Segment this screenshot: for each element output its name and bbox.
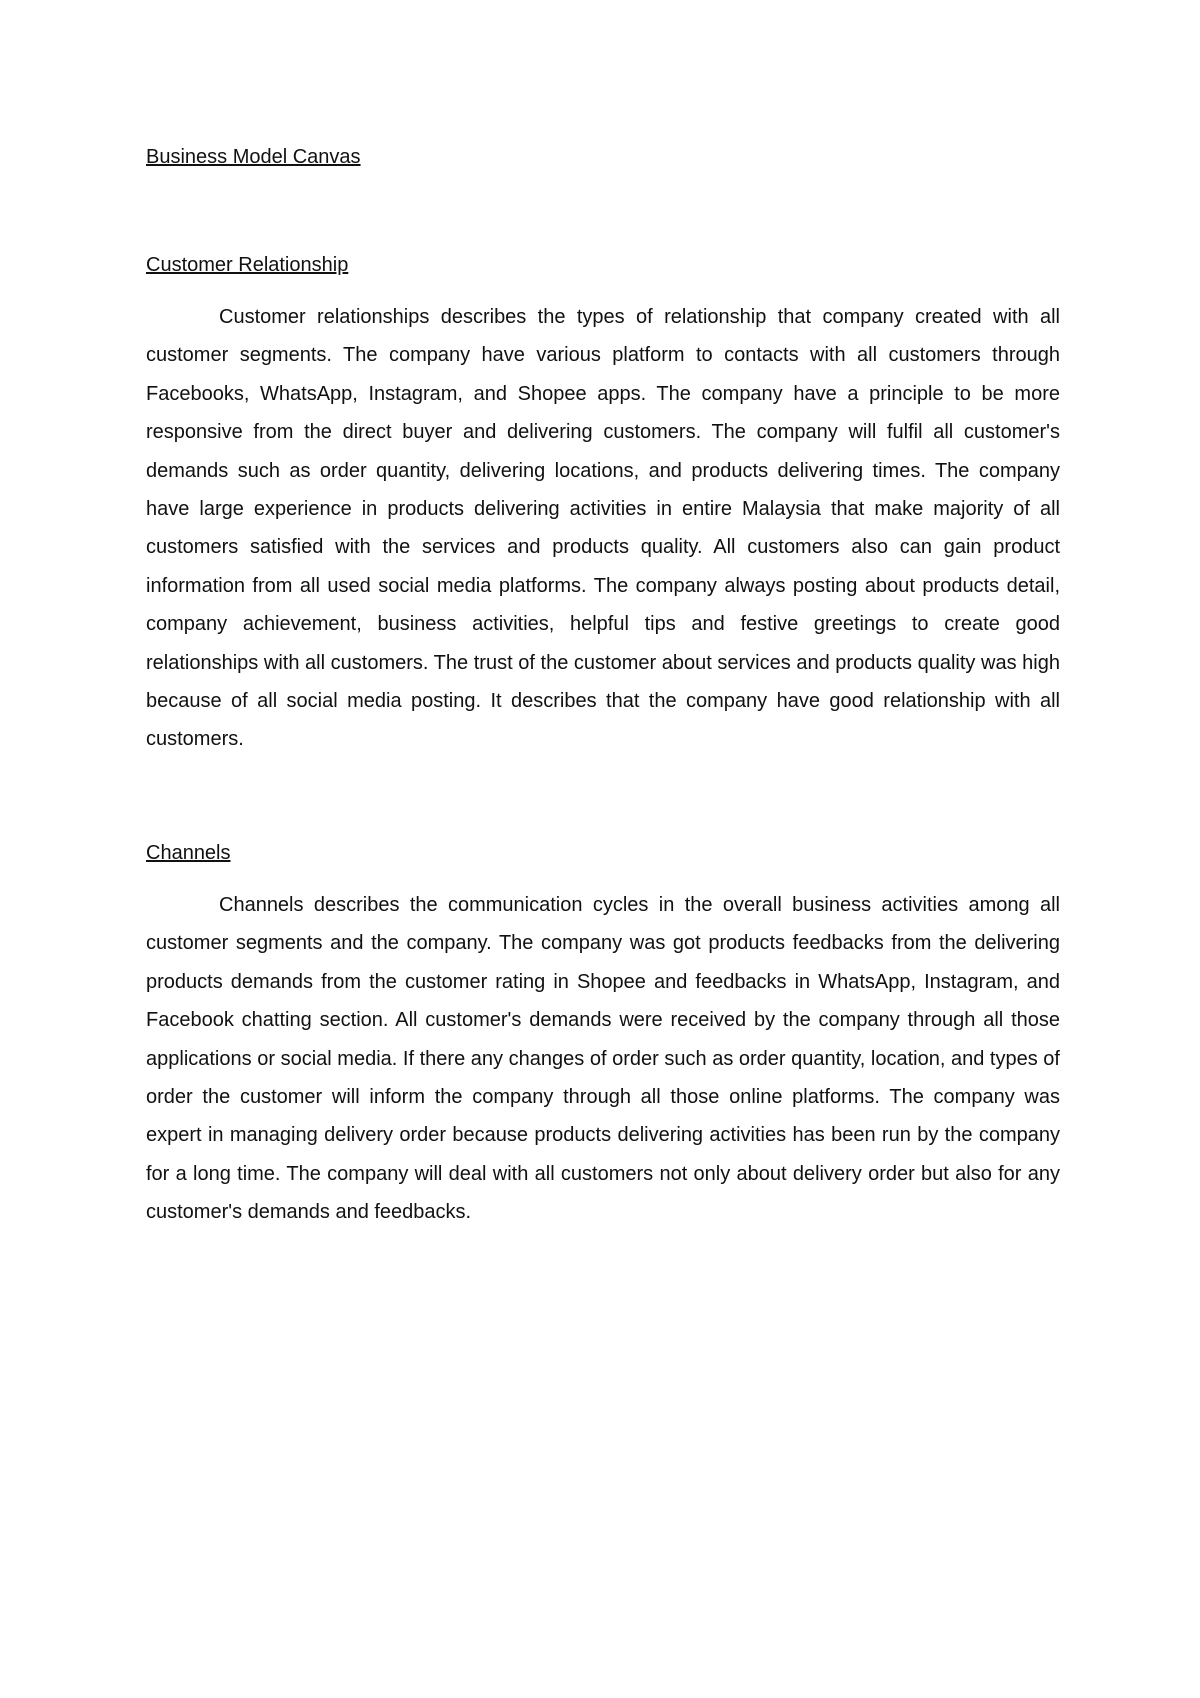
document-body <box>146 143 1060 1232</box>
document-title: Business Model Canvas <box>146 146 361 168</box>
section-paragraph: Channels describes the communication cycles in the overall business activities among all customer segments and the company. The company was got products feedbacks from the delivering products demands from the customer rating in Shopee and feedbacks in WhatsApp, Instagram, and Facebook chatting section. All customer's demands were received by the company through all those applications or social media. If there any changes of order such as order quantity, location, and types of order the customer will inform the company through all those online platforms. The company was expert in managing delivery order because products delivering activities has been run by the company for a long time. The company will deal with all customers not only about delivery order but also for any customer's demands and feedbacks. <box>146 893 1060 1224</box>
section-channels <box>146 839 1060 1232</box>
section-paragraph: Customer relationships describes the types of relationship that company created with all customer segments. The company have various platform to contacts with all customers through Facebooks, WhatsApp, Instagram, and Shopee apps. The company have a principle to be more responsive from the direct buyer and delivering customers. The company will fulfil all customer's demands such as order quantity, delivering locations, and products delivering times. The company have large experience in products delivering activities in entire Malaysia that make majority of all customers satisfied with the services and products quality. All customers also can gain product information from all used social media platforms. The company always posting about products detail, company achievement, business activities, helpful tips and festive greetings to create good relationships with all customers. The trust of the customer about services and products quality was high because of all social media posting. It describes that the company have good relationship with all customers. <box>146 306 1060 751</box>
section-customer-relationship <box>146 251 1060 759</box>
section-heading: Customer Relationship <box>146 254 349 276</box>
section-heading: Channels <box>146 841 231 864</box>
